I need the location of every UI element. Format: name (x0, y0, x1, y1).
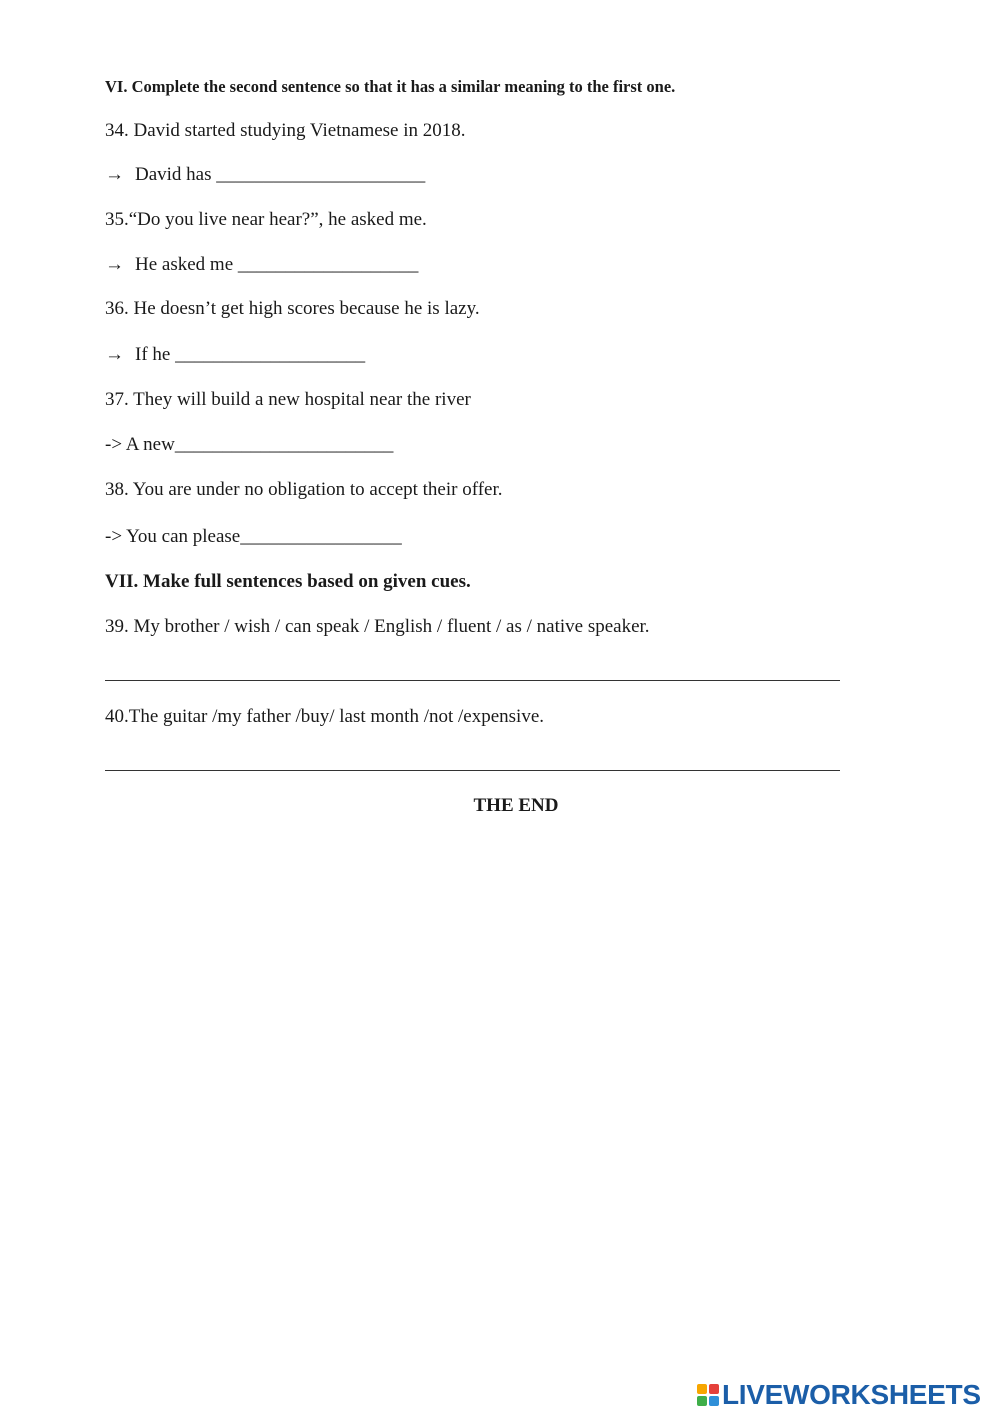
liveworksheets-logo-icon (697, 1384, 719, 1406)
arrow-icon: → (105, 164, 124, 185)
question-40: 40.The guitar /my father /buy/ last month /not /expensive. (105, 706, 545, 727)
question-37: 37. They will build a new hospital near the river (105, 389, 471, 410)
logo-square-red (709, 1384, 719, 1394)
liveworksheets-logo[interactable] (697, 1378, 981, 1412)
question-39: 39. My brother / wish / can speak / English / fluent / as / native speaker. (105, 616, 650, 637)
logo-square-green (697, 1396, 707, 1406)
question-36: 36. He doesn’t get high scores because he is lazy. (105, 298, 480, 319)
question-35: 35.“Do you live near hear?”, he asked me. (105, 209, 427, 230)
answer-40-line[interactable] (105, 770, 840, 771)
logo-square-orange (697, 1384, 707, 1394)
arrow-icon: → (105, 344, 124, 365)
question-34: 34. David started studying Vietnamese in 2018. (105, 120, 466, 141)
section-6-heading: VI. Complete the second sentence so that it has a similar meaning to the first one. (105, 77, 676, 96)
answer-38[interactable]: -> You can please_________________ (105, 526, 402, 547)
the-end: THE END (473, 795, 559, 816)
answer-34-text: David has ______________________ (135, 164, 426, 185)
section-7-heading: VII. Make full sentences based on given cues. (105, 571, 471, 592)
logo-text: LIVEWORKSHEETS (722, 1379, 981, 1410)
answer-37[interactable]: -> A new_______________________ (105, 434, 394, 455)
answer-39-line[interactable] (105, 680, 840, 681)
answer-36[interactable] (105, 344, 365, 366)
question-38: 38. You are under no obligation to accept their offer. (105, 479, 503, 500)
answer-34[interactable] (105, 164, 425, 186)
arrow-icon: → (105, 254, 124, 275)
logo-square-blue (709, 1396, 719, 1406)
answer-35[interactable] (105, 254, 418, 276)
answer-35-text: He asked me ___________________ (135, 254, 419, 275)
answer-36-text: If he ____________________ (135, 344, 366, 365)
